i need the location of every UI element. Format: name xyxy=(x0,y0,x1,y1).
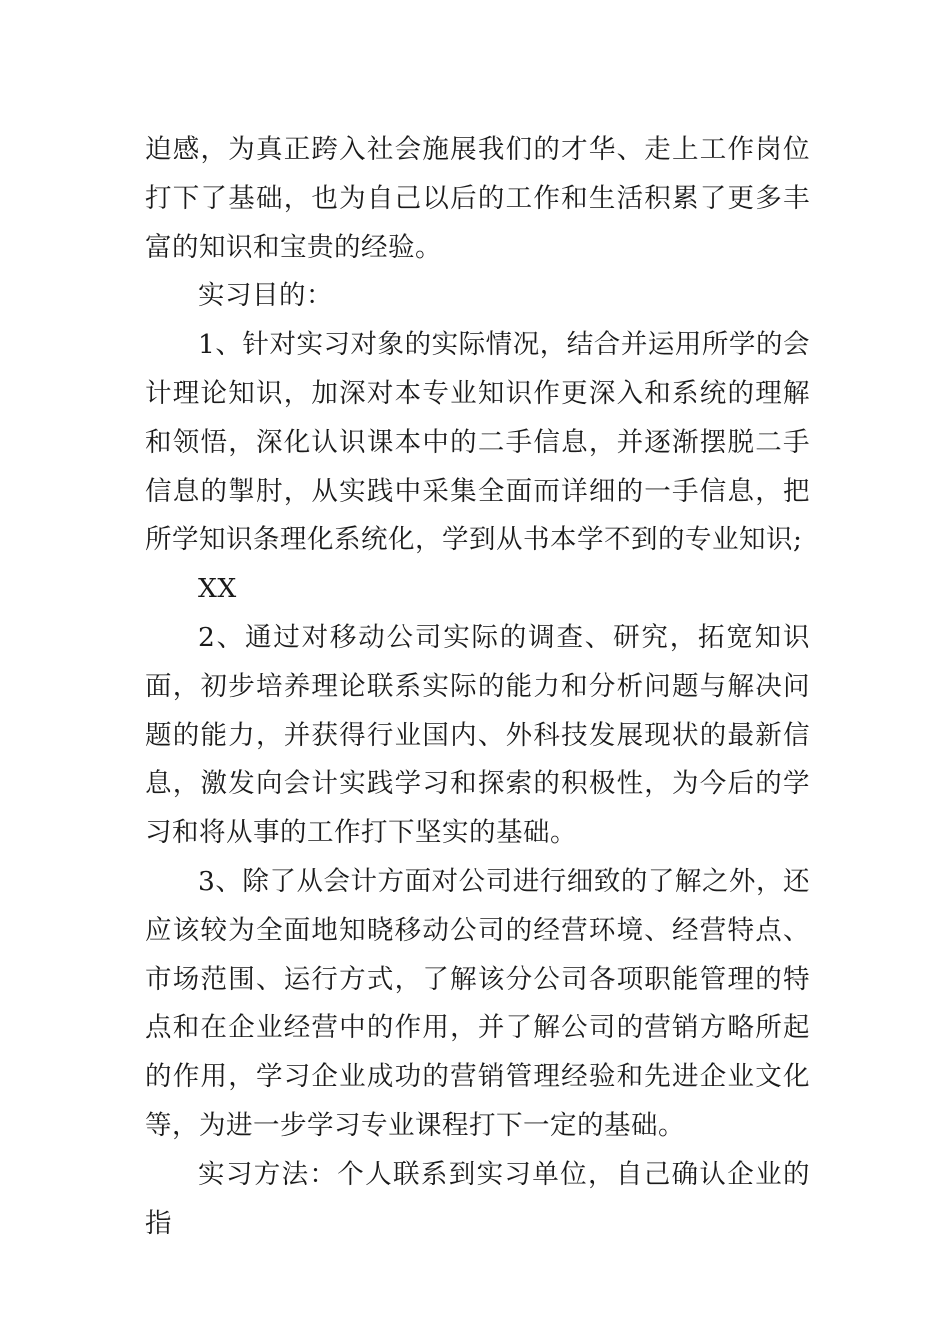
paragraph-purpose-2: 2、通过对移动公司实际的调查、研究，拓宽知识面，初步培养理论联系实际的能力和分析问题与解决问题的能力，并获得行业国内、外科技发展现状的最新信息，激发向会计实践学习和探索的积极性，为今后的学习和将从事的工作打下坚实的基础。 xyxy=(145,621,810,849)
paragraph-purpose-3: 3、除了从会计方面对公司进行细致的了解之外，还应该较为全面地知晓移动公司的经营环境、经营特点、市场范围、运行方式，了解该分公司各项职能管理的特点和在企业经营中的作用，并了解公司的营销方略所起的作用，学习企业成功的营销管理经验和先进企业文化等，为进一步学习专业课程打下一定的基础。 xyxy=(145,865,810,1141)
paragraph-placeholder: XX xyxy=(198,573,237,605)
paragraph-purpose-heading: 实习目的： xyxy=(198,280,333,312)
paragraph-purpose-1: 1、针对实习对象的实际情况，结合并运用所学的会计理论知识，加深对本专业知识作更深入和系统的理解和领悟，深化认识课本中的二手信息，并逐渐摆脱二手信息的掣肘，从实践中采集全面而详细的一手信息，把所学知识条理化系统化，学到从书本学不到的专业知识; xyxy=(145,329,810,556)
body-text xyxy=(145,126,810,1248)
paragraph-method: 实习方法：个人联系到实习单位，自己确认企业的指 xyxy=(145,1158,810,1239)
paragraph-continuation: 迫感，为真正跨入社会施展我们的才华、走上工作岗位打下了基础，也为自己以后的工作和生活积累了更多丰富的知识和宝贵的经验。 xyxy=(145,134,810,263)
